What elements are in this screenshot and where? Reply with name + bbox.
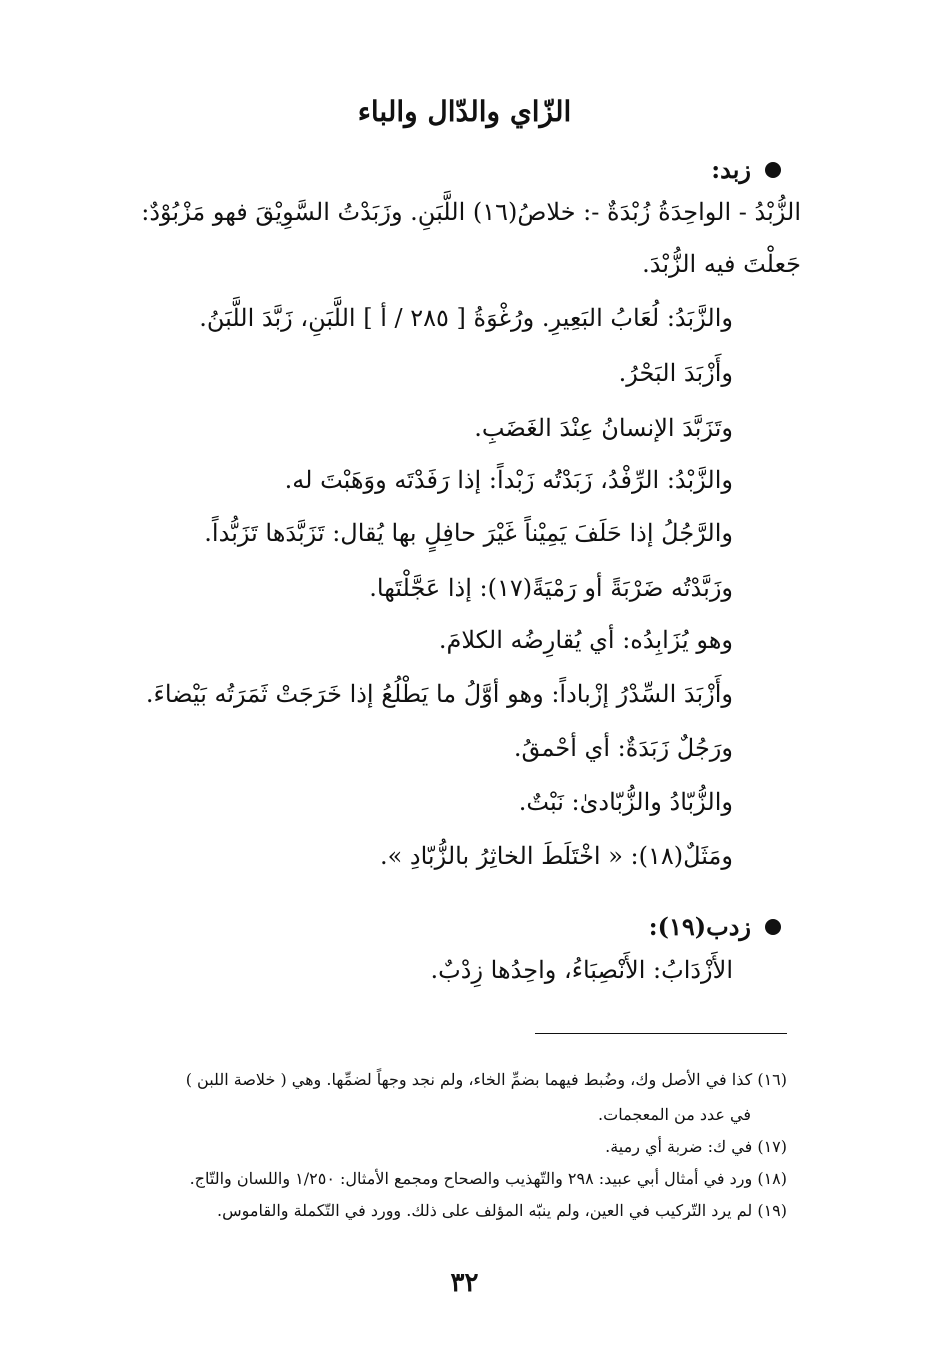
footnote: (١٨) ورد في أمثال أبي عبيد: ٢٩٨ والتّهذيب والصحاح ومجمع الأمثال: ١/٢٥٠ واللسان والتّاج.	[189, 1169, 787, 1188]
entry-line: وزَبَّدْتُه ضَرْبَةً أو رَمْيَةً(١٧): إذا عَجَّلْتَها.	[369, 574, 733, 602]
intro-line: الزُّبْدُ - الواحِدَةُ زُبْدَةٌ -: خلاصُ(١٦) اللَّبَنِ. وزَبَدْتُ السَّوِيْقَ فهو مَزْبُوْدٌ:	[141, 198, 801, 226]
root-heading-zdb	[181, 909, 781, 945]
entry-line: والرَّجُلُ إذا حَلَفَ يَمِيْناً غَيْرَ حافِلٍ بها يُقال: تَزَبَّدَها تَزَبُّداً.	[204, 519, 733, 547]
footnote-continuation: في عدد من المعجمات.	[598, 1105, 751, 1124]
intro-line: جَعلْتَ فيه الزُّبْدَ.	[642, 250, 801, 278]
bullet-icon	[765, 919, 781, 935]
entry-line: والزُّبّادُ والزُّبّادىٰ: نَبْتٌ.	[518, 788, 733, 816]
footnote: (١٦) كذا في الأصل وك، وضُبط فيهما بضمِّ الخاء، ولم نجد وجهاً لضمِّها. وهي ( خلاصة اللبن )	[185, 1070, 787, 1089]
entry-line: الأَزْدَابُ: الأَنْصِبَاءُ، واحِدُها زِدْبٌ.	[430, 956, 733, 984]
bullet-icon	[765, 162, 781, 178]
root-heading-label: زدب(١٩):	[648, 912, 751, 941]
page-title: الزّاي والدّال والباء	[357, 95, 572, 128]
footnote-separator	[535, 1033, 787, 1034]
entry-line: وأَزْبَدَ البَحْرُ.	[618, 359, 733, 387]
footnote: (١٩) لم يرد التّركيب في العين، ولم ينبّه المؤلف على ذلك. وورد في التّكملة والقاموس.	[217, 1201, 787, 1220]
root-heading-label: زبد:	[711, 155, 751, 184]
entry-line: ورَجُلٌ زَبَدَةٌ: أي أحْمقُ.	[513, 734, 733, 762]
root-heading-zbd	[181, 152, 781, 188]
entry-line: وأَزْبَدَ السِّدْرُ إزْباداً: وهو أوَّلُ ما يَطْلُعُ إذا خَرَجَتْ ثَمَرَتُه بَيْضاءَ.	[145, 680, 733, 708]
entry-line: والزَّبَدُ: لُعَابُ البَعِيرِ. ورُغْوَةُ [ ٢٨٥ / أ ] اللَّبَنِ، زَبَّدَ اللَّبَنُ.	[199, 304, 733, 332]
entry-line: ومَثَلٌ(١٨): « اخْتَلَطَ الخاثِرُ بالزُّبّادِ ».	[379, 842, 733, 870]
entry-line: والزَّبْدُ: الرِّفْدُ، زَبَدْتُه زَبْداً: إذا رَفَدْتَه ووَهَبْتَ له.	[284, 466, 733, 494]
entry-line: وهو يُزَابِدُه: أي يُقارِضُه الكلامَ.	[438, 626, 733, 654]
footnote: (١٧) في ك: ضربة أي رمية.	[605, 1137, 787, 1156]
entry-line: وتَزَبَّدَ الإنسانُ عِنْدَ الغَضَبِ.	[474, 414, 733, 442]
page-number: ٣٢	[450, 1268, 479, 1298]
